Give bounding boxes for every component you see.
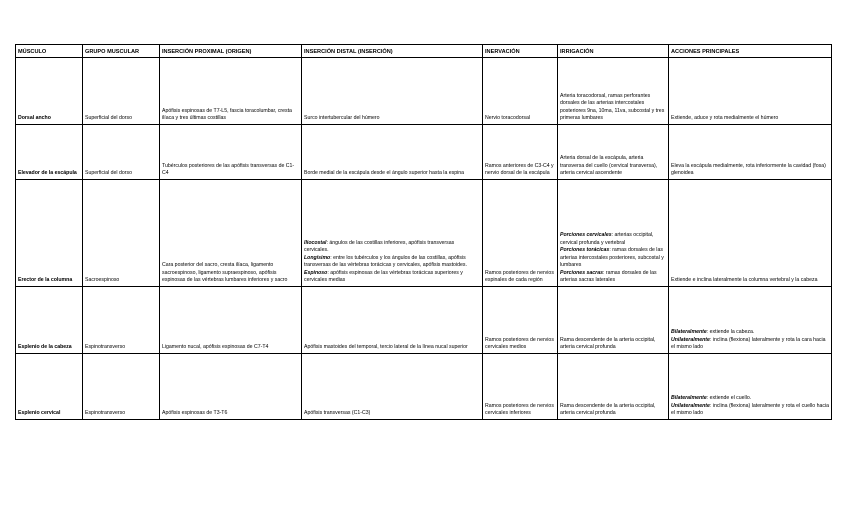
insercion-label-espinoso: Espinoso — [304, 269, 328, 276]
header-grupo-muscular: GRUPO MUSCULAR — [83, 45, 160, 58]
cell-musculo: Esplenio de la cabeza — [16, 287, 83, 354]
acciones-label-unilateral: Unilateralmente — [671, 336, 710, 343]
header-row — [16, 45, 832, 58]
cell-grupo: Superficial del dorso — [83, 125, 160, 180]
irrigacion-text-toracicas: : ramas dorsales de las arterias intercostales posteriores, subcostal y lumbares — [560, 247, 664, 269]
cell-origen: Apófisis espinosas de T7-L5, fascia toracolumbar, cresta ilíaca y tres últimas costillas — [160, 58, 302, 125]
acciones-text-unilateral: : inclina (flexiona) lateralmente y rota la cara hacia el mismo lado — [671, 336, 826, 351]
header-insercion-proximal: INSERCIÓN PROXIMAL (ORIGEN) — [160, 45, 302, 58]
insercion-text-iliocostal: : ángulos de las costillas inferiores, apófisis transversas cervicales. — [304, 239, 455, 254]
cell-grupo: Espinotransverso — [83, 287, 160, 354]
header-inervacion: INERVACIÓN — [483, 45, 558, 58]
cell-acciones — [669, 354, 832, 420]
cell-insercion: Apófisis transversas (C1-C3) — [302, 354, 483, 420]
cell-origen: Tubérculos posteriores de las apófisis transversas de C1-C4 — [160, 125, 302, 180]
table-row — [16, 125, 832, 180]
cell-irrigacion: Arteria toracodorsal, ramas perforantes dorsales de las arterias intercostales posteriores 9na, 10ma, 11va, subcostal y tres primeras lumbares — [558, 58, 669, 125]
insercion-text-longisimo: : entre los tubérculos y los ángulos de las costillas, apófisis transversas de las vértebras torácicas y cervicales, apófisis mastoides. — [304, 254, 467, 269]
cell-irrigacion: Arteria dorsal de la escápula, arteria transversa del cuello (cervical transversa), arteria cervical ascendente — [558, 125, 669, 180]
acciones-label-bilateral: Bilateralmente — [671, 395, 707, 402]
cell-grupo: Espinotransverso — [83, 354, 160, 420]
cell-inervacion: Ramos posteriores de nervios cervicales medios — [483, 287, 558, 354]
header-musculo: MÚSCULO — [16, 45, 83, 58]
insercion-label-longisimo: Longísimo — [304, 254, 331, 261]
cell-insercion: Surco intertubercular del húmero — [302, 58, 483, 125]
cell-grupo: Sacroespinoso — [83, 180, 160, 287]
header-acciones: ACCIONES PRINCIPALES — [669, 45, 832, 58]
cell-acciones: Extiende e inclina lateralmente la columna vertebral y la cabeza — [669, 180, 832, 287]
cell-acciones: Eleva la escápula medialmente, rota inferiormente la cavidad (fosa) glenoidea — [669, 125, 832, 180]
insercion-text-espinoso: : apófisis espinosas de las vértebras torácicas superiores y cervicales medias — [304, 269, 463, 284]
acciones-label-unilateral: Unilateralmente — [671, 402, 710, 409]
muscle-table — [15, 44, 832, 420]
cell-musculo: Elevador de la escápula — [16, 125, 83, 180]
insercion-label-iliocostal: Iliocostal — [304, 239, 327, 246]
cell-inervacion: Ramos posteriores de nervios espinales de cada región — [483, 180, 558, 287]
acciones-text-unilateral: : inclina (flexiona) lateralmente y rota el cuello hacia el mismo lado — [671, 402, 830, 417]
cell-musculo: Esplenio cervical — [16, 354, 83, 420]
cell-irrigacion: Rama descendente de la arteria occipital, arteria cervical profunda — [558, 354, 669, 420]
table-row — [16, 180, 832, 287]
cell-insercion — [302, 180, 483, 287]
table-row — [16, 354, 832, 420]
cell-irrigacion: Rama descendente de la arteria occipital, arteria cervical profunda — [558, 287, 669, 354]
irrigacion-label-toracicas: Porciones torácicas — [560, 247, 610, 254]
cell-acciones: Extiende, aduce y rota medialmente el húmero — [669, 58, 832, 125]
table-row — [16, 287, 832, 354]
cell-insercion: Borde medial de la escápula desde el ángulo superior hasta la espina — [302, 125, 483, 180]
cell-musculo: Erector de la columna — [16, 180, 83, 287]
acciones-text-bilateral: : extiende la cabeza. — [706, 329, 755, 336]
cell-origen: Cara posterior del sacro, cresta ilíaca, ligamento sacroespinoso, ligamento supraespinoso, apófisis espinosas de las vértebras lumbares inferiores y sacro — [160, 180, 302, 287]
header-insercion-distal: INSERCIÓN DISTAL (INSERCIÓN) — [302, 45, 483, 58]
acciones-label-bilateral: Bilateralmente — [671, 329, 707, 336]
irrigacion-text-sacras: : ramas dorsales de las arterias sacras laterales — [560, 269, 657, 284]
cell-origen: Ligamento nucal, apófisis espinosas de C7-T4 — [160, 287, 302, 354]
header-irrigacion: IRRIGACIÓN — [558, 45, 669, 58]
cell-origen: Apófisis espinosas de T3-T6 — [160, 354, 302, 420]
acciones-text-bilateral: : extiende el cuello. — [706, 395, 752, 402]
cell-grupo: Superficial del dorso — [83, 58, 160, 125]
irrigacion-label-cervicales: Porciones cervicales — [560, 232, 612, 239]
cell-inervacion: Nervio toracodorsal — [483, 58, 558, 125]
cell-inervacion: Ramos anteriores de C3-C4 y nervio dorsal de la escápula — [483, 125, 558, 180]
cell-musculo: Dorsal ancho — [16, 58, 83, 125]
cell-irrigacion — [558, 180, 669, 287]
cell-acciones — [669, 287, 832, 354]
table-row — [16, 58, 832, 125]
irrigacion-text-cervicales: : arterias occipital, cervical profunda y vertebral — [560, 232, 654, 246]
muscle-table-container — [15, 44, 831, 420]
cell-insercion: Apófisis mastoides del temporal, tercio lateral de la línea nucal superior — [302, 287, 483, 354]
irrigacion-label-sacras: Porciones sacras — [560, 269, 603, 276]
cell-inervacion: Ramos posteriores de nervios cervicales inferiores — [483, 354, 558, 420]
